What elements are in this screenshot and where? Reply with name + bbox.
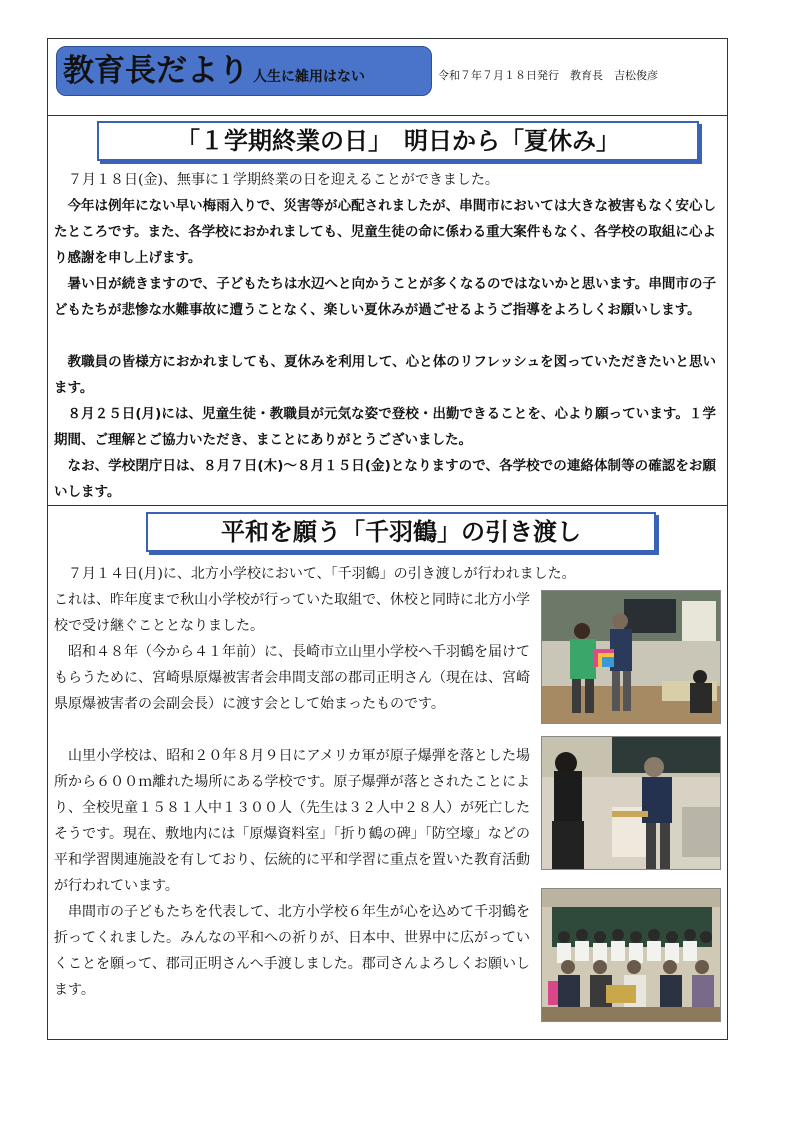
photo-group bbox=[541, 888, 721, 1022]
section2-paragraph-1: これは、昨年度まで秋山小学校が行っていた取組で、休校と同時に北方小学校で受け継ぐこととなりました。 bbox=[54, 592, 530, 634]
section2-paragraph-3: 山里小学校は、昭和２０年８月９日にアメリカ軍が原子爆弾を落とした場所から６００ｍ離れた場所にある学校です。原子爆弾が落とされたことにより、全校児童１５８１人中１３００人（先生は３２人中２８人）が死亡したそうです。現在、敷地内には「原爆資料室」「折り鶴の碑」「防空壕」などの平和学習関連施設を有しており、伝統的に平和学習に重点を置いた教育活動が行われています。 bbox=[54, 748, 530, 894]
section2-title: 平和を願う「千羽鶴」の引き渡し bbox=[146, 512, 656, 552]
section1-paragraph-5: ８月２５日(月)には、児童生徒・教職員が元気な姿で登校・出勤できることを、心より願っています。１学期間、ご理解とご協力いただき、まことにありがとうございました。 bbox=[54, 406, 716, 448]
newsletter-subtitle: 人生に雑用はない bbox=[253, 69, 365, 85]
newsletter-frame bbox=[47, 38, 728, 1040]
section1-title: 「１学期終業の日」 明日から「夏休み」 bbox=[97, 121, 699, 161]
issue-info: 令和７年７月１８日発行 教育長 吉松俊彦 bbox=[438, 69, 658, 82]
title-badge bbox=[56, 46, 432, 96]
photo-crane-handover bbox=[541, 590, 721, 724]
section2-paragraph-2: 昭和４８年（今から４１年前）に、長崎市立山里小学校へ千羽鶴を届けてもらうために、宮崎県原爆被害者会串間支部の郡司正明さん（現在は、宮崎県原爆被害者の会副会長）に渡す会として始まったものです。 bbox=[54, 644, 530, 712]
header bbox=[48, 39, 727, 116]
section1-paragraph-4: 教職員の皆様方におかれましても、夏休みを利用して、心と体のリフレッシュを図っていただきたいと思います。 bbox=[54, 354, 716, 396]
section1-paragraph-3: 暑い日が続きますので、子どもたちは水辺へと向かうことが多くなるのではないかと思います。串間市の子どもたちが悲惨な水難事故に遭うことなく、楽しい夏休みが過ごせるようご指導をよろしくお願いします。 bbox=[54, 276, 716, 318]
section2-intro: ７月１４日(月)に、北方小学校において、「千羽鶴」の引き渡しが行われました。 bbox=[54, 566, 576, 582]
section1-paragraph-2: 今年は例年にない早い梅雨入りで、災害等が心配されましたが、串間市においては大きな被害もなく安心したところです。また、各学校におかれましても、児童生徒の命に係わる重大案件もなく、各学校の取組に心より感謝を申し上げます。 bbox=[54, 198, 716, 266]
newsletter-title: 教育長だより bbox=[63, 53, 249, 89]
section1-paragraph-1: ７月１８日(金)、無事に１学期終業の日を迎えることができました。 bbox=[54, 172, 499, 188]
section1-paragraph-6: なお、学校閉庁日は、８月７日(木)～８月１５日(金)となりますので、各学校での連絡体制等の確認をお願いします。 bbox=[54, 458, 716, 500]
photo-handover-closeup bbox=[541, 736, 721, 870]
section-divider bbox=[48, 505, 727, 506]
section2-paragraph-4: 串間市の子どもたちを代表して、北方小学校６年生が心を込めて千羽鶴を折ってくれました。みんなの平和への祈りが、日本中、世界中に広がっていくことを願って、郡司正明さんへ手渡しました。郡司さんよろしくお願いします。 bbox=[54, 904, 530, 998]
